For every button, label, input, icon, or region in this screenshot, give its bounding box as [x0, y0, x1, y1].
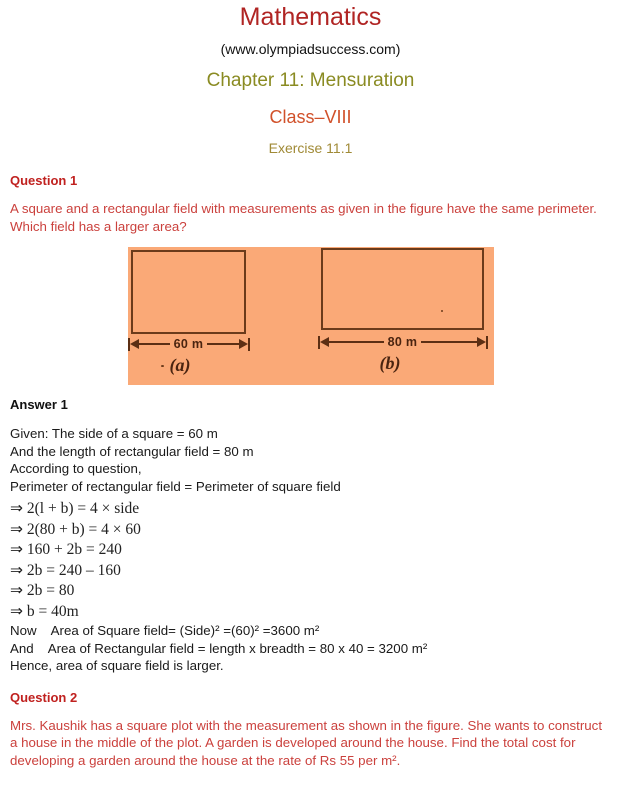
- now-label: Now: [10, 623, 37, 638]
- equation-line: ⇒ 2(80 + b) = 4 × 60: [10, 520, 141, 538]
- dim-end-tick-right: [486, 336, 488, 349]
- square-dimension-label: 60 m: [173, 337, 204, 351]
- square-field-shape: [131, 250, 246, 334]
- arrow-right-icon: [477, 337, 486, 347]
- answer-1-given-block: [10, 425, 611, 495]
- rectangle-dimension-label: 80 m: [387, 335, 418, 349]
- exercise-title: Exercise 11.1: [268, 140, 353, 156]
- class-title: Class–VIII: [269, 107, 352, 127]
- answer-1-heading: Answer 1: [10, 397, 68, 412]
- question-1-text: A square and a rectangular field with measurements as given in the figure have the same perimeter. Which field has a larger area?: [10, 201, 597, 234]
- scan-speck: [441, 310, 443, 312]
- arrow-left-icon: [130, 339, 139, 349]
- area-square-text: Area of Square field= (Side)² =(60)² =3600 m²: [50, 623, 320, 638]
- answer-1-area-block: [10, 622, 611, 675]
- answer-line: And the length of rectangular field = 80 m: [10, 443, 254, 459]
- answer-line: Perimeter of rectangular field = Perimeter of square field: [10, 478, 341, 494]
- dim-line: [207, 343, 238, 345]
- scan-speck: [161, 365, 164, 367]
- dim-line: [139, 343, 170, 345]
- equation-line: ⇒ 160 + 2b = 240: [10, 541, 122, 558]
- square-dimension-arrow: [128, 337, 250, 351]
- equation-line: ⇒ 2b = 80: [10, 582, 75, 599]
- equation-line: ⇒ 2(l + b) = 4 × side: [10, 500, 140, 517]
- page-title: Mathematics: [239, 3, 382, 31]
- figure-1: [128, 247, 494, 385]
- site-url-text: (www.olympiadsuccess.com): [220, 41, 401, 57]
- answer-1-equations: [10, 499, 611, 622]
- figure-caption-b: (b): [379, 353, 401, 373]
- area-rectangle-text: Area of Rectangular field = length x breadth = 80 x 40 = 3200 m²: [47, 640, 428, 656]
- answer-line: According to question,: [10, 461, 142, 476]
- answer-1-conclusion: Hence, area of square field is larger.: [10, 658, 224, 673]
- document-content: [0, 173, 621, 769]
- answer-line: Given: The side of a square = 60 m: [10, 426, 218, 441]
- figure-caption-a: (a): [169, 355, 191, 375]
- and-label: And: [10, 640, 34, 656]
- dim-line: [421, 341, 476, 343]
- rectangular-field-shape: [321, 248, 484, 330]
- equation-line: ⇒ b = 40m: [10, 602, 79, 620]
- chapter-title: Chapter 11: Mensuration: [206, 70, 415, 91]
- arrow-left-icon: [320, 337, 329, 347]
- arrow-right-icon: [239, 339, 248, 349]
- dim-end-tick-right: [248, 338, 250, 351]
- question-1-heading: Question 1: [10, 173, 78, 188]
- question-2-text: Mrs. Kaushik has a square plot with the measurement as shown in the figure. She wants to construct a house in the middle of the plot. A garden is developed around the house. Find the total cost for developing a garden around the house at the rate of Rs 55 per m².: [10, 717, 603, 768]
- equation-line: ⇒ 2b = 240 – 160: [10, 561, 121, 579]
- question-2-heading: Question 2: [10, 689, 78, 705]
- area-square-line: [10, 622, 611, 640]
- document-header: [0, 0, 621, 158]
- rectangle-dimension-arrow: [318, 335, 488, 349]
- area-rectangle-line: [10, 640, 611, 658]
- dim-line: [329, 341, 384, 343]
- figure-1-wrapper: [10, 247, 611, 385]
